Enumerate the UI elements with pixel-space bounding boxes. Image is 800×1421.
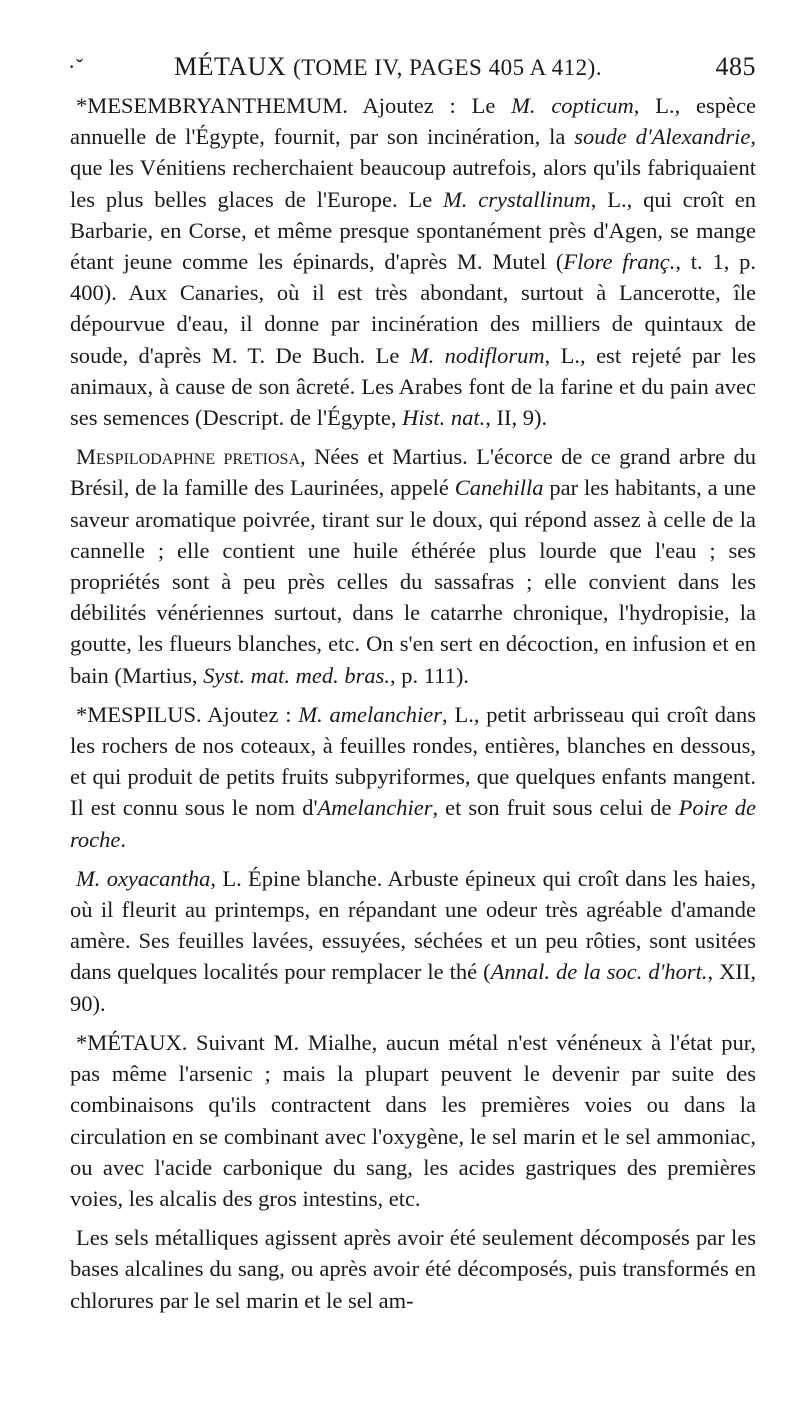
- species-name: M. amelanchier: [298, 701, 443, 727]
- entry-text: , et son fruit sous celui de: [432, 795, 679, 821]
- header-title-range: (TOME IV, PAGES 405 A 412).: [293, 55, 603, 80]
- citation-title: Flore franç.: [563, 249, 676, 275]
- entry-lead: M. oxyacantha: [76, 865, 211, 891]
- italic-term: Poire de roche: [70, 795, 757, 852]
- book-page: [70, 52, 756, 1316]
- entry-text: Les sels métalliques agissent après avoir été seulement décomposés par les bases alcalines du sang, ou après avoir été décomposés, puis transformés en chlorures par le sel marin et le sel am-: [70, 1225, 756, 1313]
- entry-text: , p. 111).: [389, 662, 469, 688]
- entry-text: par les habitants, a une saveur aromatique poivrée, tirant sur le doux, qui répond assez à celle de la cannelle ; elle contient une huile éthérée plus lourde que l'eau ; ses propriétés sont à peu près celles du sassafras ; elle convient dans les débilités vénériennes surtout, dans le catarrhe chronique, l'hydropisie, la goutte, les flueurs blanches, etc. On s'en sert en décoction, en infusion et en bain (Martius,: [70, 475, 756, 688]
- entry-text: , L., espèce annuelle de l'Égypte, fournit, par son incinération, la: [70, 93, 756, 150]
- entry-text: Suivant M. Mialhe, aucun métal n'est vénéneux à l'état pur, pas même l'arsenic ; mais la plupart peuvent le devenir par suite des combinaisons qu'ils contractent dans les premières voies ou dans la circulation en se combinant avec l'oxygène, le sel marin et le sel ammoniac, ou avec l'acide carbonique du sang, les acides gastriques des premières voies, les alcalis des gros intestins, etc.: [70, 1029, 756, 1211]
- entry-oxyacantha: [70, 863, 756, 1019]
- entry-metaux: [70, 1027, 756, 1214]
- entry-text: , XII, 90).: [70, 959, 756, 1016]
- entry-text: , L., est rejeté par les animaux, à cause de son âcreté. Les Arabes font de la farine et du pain avec ses semences (Descript. de l'Égypte,: [70, 342, 756, 431]
- italic-term: Amelanchier: [317, 795, 433, 821]
- entry-text: , t. 1, p. 400). Aux Canaries, où il est très abondant, surtout à Lancerotte, île dépourvue d'eau, il donne par incinération des milliers de quintaux de soude, d'après M. T. De Buch. Le: [70, 249, 756, 368]
- header-title-main: MÉTAUX: [174, 52, 287, 81]
- entry-text: , L., qui croît en Barbarie, en Corse, et même presque spontanément près d'Agen, se mange étant jeune comme les épinards, d'après M. Mutel (: [70, 186, 756, 275]
- entry-text: Ajoutez :: [201, 701, 299, 727]
- entry-text: , Nées et Martius. L'écorce de ce grand arbre du Brésil, de la famille des Laurinées, appelé: [70, 444, 756, 501]
- entry-sels-metalliques: [70, 1222, 756, 1316]
- entry-text: , L., petit arbrisseau qui croît dans les rochers de nos coteaux, à feuilles rondes, entières, blanches en dessous, et qui produit de petits fruits subpyriformes, que quelques enfants mangent. Il est connu sous le nom d': [70, 701, 757, 821]
- entry-text: .: [120, 826, 127, 852]
- italic-term: soude d'Alexandrie,: [574, 124, 756, 150]
- entry-lead: *MESEMBRYANTHEMUM.: [76, 93, 348, 118]
- entry-lead: *MESPILUS.: [76, 701, 202, 727]
- entry-lead: *MÉTAUX.: [76, 1029, 188, 1055]
- entry-lead: Mespilodaphne pretiosa: [76, 444, 301, 470]
- page-body: [70, 90, 756, 1316]
- entry-mespilodaphne: [70, 441, 756, 691]
- species-name: M. nodiflorum: [409, 342, 545, 368]
- species-name: M. copticum: [511, 93, 634, 118]
- entry-mesembryanthemum: [70, 90, 756, 433]
- italic-term: Canehilla: [454, 475, 544, 501]
- header-mark: ·ˇ: [68, 54, 84, 79]
- entry-text: , II, 9).: [485, 405, 548, 431]
- citation-title: Syst. mat. med. bras.: [203, 662, 390, 688]
- page-number: 485: [715, 52, 756, 81]
- entry-text: Ajoutez : Le: [347, 93, 512, 118]
- citation-title: Hist. nat.: [402, 405, 486, 431]
- species-name: M. crystallinum: [443, 186, 591, 212]
- citation-title: Annal. de la soc. d'hort.: [490, 959, 708, 985]
- entry-text: que les Vénitiens recherchaient beaucoup autrefois, alors qu'ils fabriquaient les plus belles glaces de l'Europe. Le: [70, 155, 756, 212]
- entry-mespilus: [70, 699, 756, 855]
- running-header: [70, 52, 756, 90]
- entry-text: , L. Épine blanche. Arbuste épineux qui croît dans les haies, où il fleurit au printemps, en répandant une odeur très agréable d'amande amère. Ses feuilles lavées, essuyées, séchées et un peu rôties, sont usitées dans quelques localités pour remplacer le thé (: [70, 865, 756, 985]
- header-title: [174, 52, 602, 82]
